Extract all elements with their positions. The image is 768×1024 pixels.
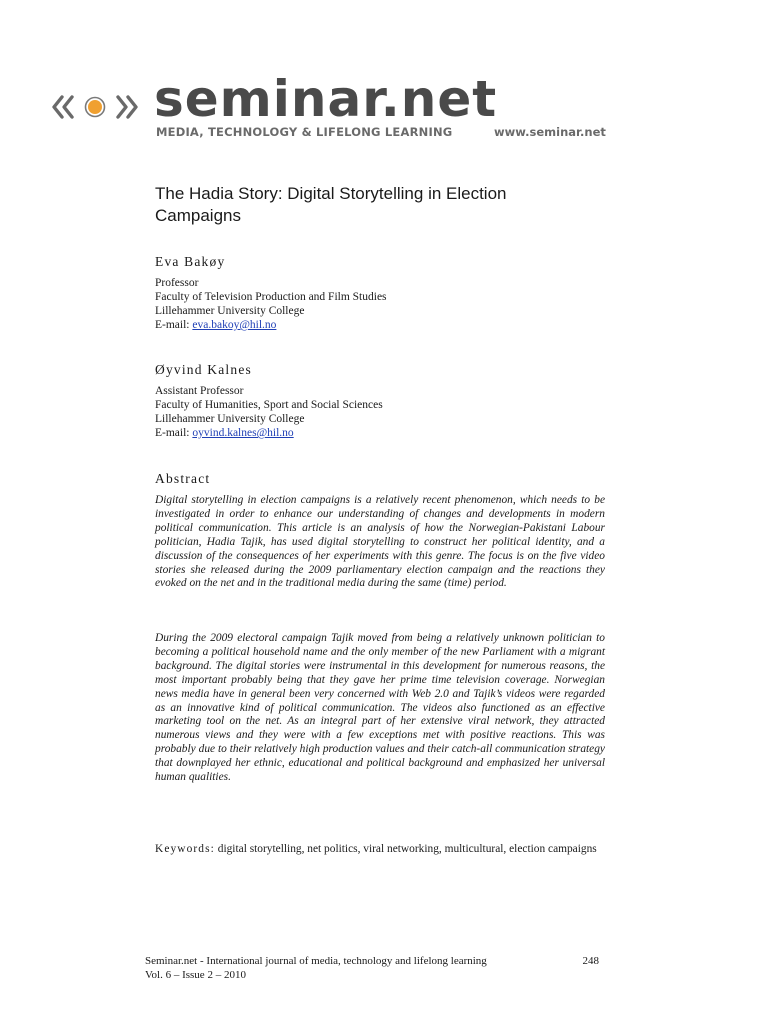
journal-tagline: MEDIA, TECHNOLOGY & LIFELONG LEARNING bbox=[156, 125, 453, 139]
author-position: Assistant Professor bbox=[155, 385, 244, 397]
abstract-heading: Abstract bbox=[155, 471, 211, 486]
author-institution: Lillehammer University College bbox=[155, 413, 305, 425]
email-label: E-mail: bbox=[155, 319, 190, 331]
abstract-paragraph: Digital storytelling in election campaigns is a relatively recent phenomenon, which needs to be investigated in order to enhance our understanding of changes and developments in modern political communication. This article is an analysis of how the Norwegian-Pakistani Labour politician, Hadia Tajik, has used digital storytelling to construct her political identity, and a discussion of the consequences of her experiments with this genre. The focus is on the five video stories she released during the 2009 parliamentary election campaign and the reactions they evoked on the net and in the traditional media during the same (time) period. bbox=[155, 494, 605, 590]
author-name: Eva Bakøy bbox=[155, 254, 226, 269]
keywords-label: Keywords: bbox=[155, 843, 215, 855]
author-email-row bbox=[155, 426, 605, 440]
journal-logo-text: seminar.net bbox=[154, 70, 498, 128]
journal-header bbox=[0, 0, 768, 150]
article-title: The Hadia Story: Digital Storytelling in Election Campaigns bbox=[155, 184, 507, 225]
author-institution: Lillehammer University College bbox=[155, 305, 305, 317]
author-department: Faculty of Television Production and Film Studies bbox=[155, 291, 387, 303]
page-footer bbox=[145, 954, 605, 982]
abstract-paragraph: During the 2009 electoral campaign Tajik moved from being a relatively unknown politician to becoming a political household name and the only member of the new Parliament with a migrant background. The digital stories were instrumental in this development for numerous reasons, the most important probably being that they gave her prime time television coverage. Norwegian news media have in general been very concerned with Web 2.0 and Tajik’s videos were regarded as an innovative kind of political communication. The videos also functioned as an effective marketing tool on the net. As an integral part of her extensive viral network, they attracted numerous views and they were with a few exceptions met with positive reactions. This was probably due to their relatively high production values and their catch-all communication strategy that downplayed her ethnic, educational and political background and emphasized her universal human qualities. bbox=[155, 632, 605, 784]
author-email-link[interactable]: oyvind.kalnes@hil.no bbox=[192, 427, 294, 439]
author-block bbox=[155, 362, 605, 440]
seminar-logo-icon bbox=[52, 90, 138, 124]
author-email-link[interactable]: eva.bakoy@hil.no bbox=[192, 319, 277, 331]
author-name: Øyvind Kalnes bbox=[155, 362, 252, 377]
footer-volume: Vol. 6 – Issue 2 – 2010 bbox=[145, 969, 246, 981]
keywords-text: digital storytelling, net politics, viral networking, multicultural, election campaigns bbox=[217, 843, 597, 855]
journal-website: www.seminar.net bbox=[494, 125, 606, 139]
author-email-row bbox=[155, 318, 605, 332]
keywords-line bbox=[155, 842, 605, 856]
author-department: Faculty of Humanities, Sport and Social Sciences bbox=[155, 399, 383, 411]
author-block bbox=[155, 254, 605, 332]
email-label: E-mail: bbox=[155, 427, 190, 439]
author-position: Professor bbox=[155, 277, 199, 289]
footer-journal: Seminar.net - International journal of media, technology and lifelong learning bbox=[145, 955, 487, 967]
page-number: 248 bbox=[582, 955, 599, 967]
